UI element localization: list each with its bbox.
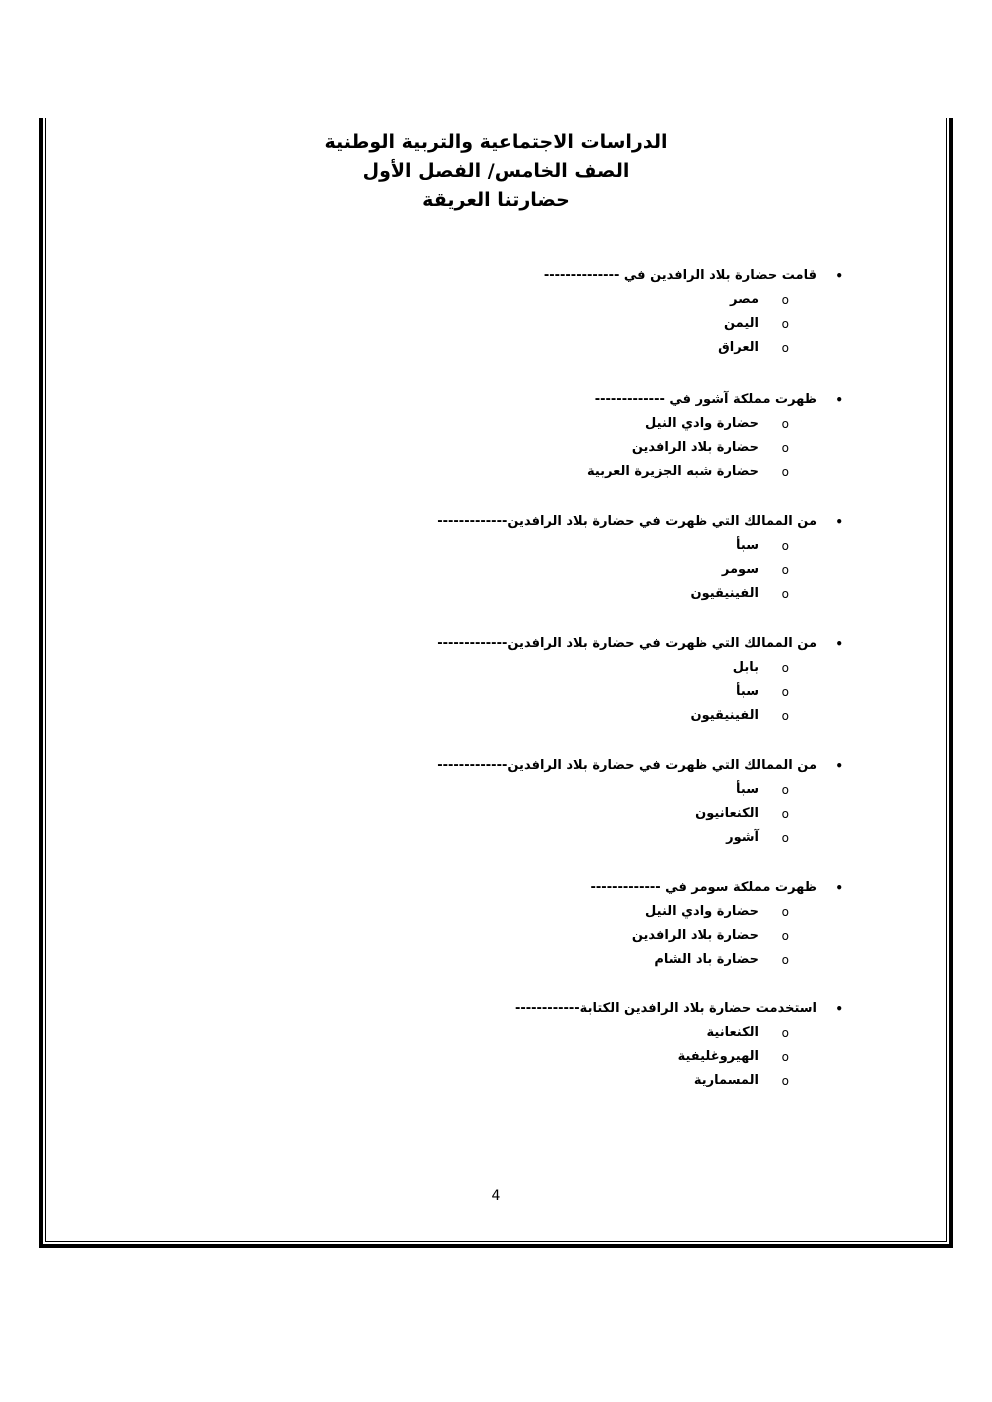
option-label: سبأ: [736, 782, 759, 797]
question-3: [437, 513, 843, 616]
bullet-icon: •: [835, 637, 843, 651]
options-list: [515, 1023, 789, 1090]
option-item[interactable]: [437, 584, 789, 603]
option-item[interactable]: [587, 414, 789, 433]
question-text: ظهرت مملكة سومر في -------------: [590, 880, 817, 895]
option-label: حضارة وادي النيل: [645, 416, 759, 431]
circle-bullet-icon: o: [781, 783, 789, 797]
options-list: [544, 290, 789, 357]
option-item[interactable]: [437, 780, 789, 799]
circle-bullet-icon: o: [781, 709, 789, 723]
question-text: من الممالك التي ظهرت في حضارة بلاد الرافدين-------------: [437, 514, 817, 529]
option-item[interactable]: [544, 314, 789, 333]
circle-bullet-icon: o: [781, 831, 789, 845]
option-label: حضارة بلاد الرافدين: [631, 440, 759, 455]
circle-bullet-icon: o: [781, 317, 789, 331]
question-text: ظهرت مملكة آشور في -------------: [594, 392, 817, 407]
frame-right-inner: [946, 118, 947, 1242]
option-item[interactable]: [591, 950, 789, 969]
option-item[interactable]: [515, 1047, 789, 1066]
option-label: الفينيقيون: [690, 708, 759, 723]
option-item[interactable]: [437, 658, 789, 677]
frame-left-outer: [39, 118, 43, 1248]
option-label: المسمارية: [693, 1073, 759, 1088]
circle-bullet-icon: o: [781, 953, 789, 967]
options-list: [437, 536, 789, 603]
circle-bullet-icon: o: [781, 587, 789, 601]
question-text: من الممالك التي ظهرت في حضارة بلاد الرافدين-------------: [437, 636, 817, 651]
circle-bullet-icon: o: [781, 661, 789, 675]
option-item[interactable]: [586, 462, 789, 481]
circle-bullet-icon: o: [781, 441, 789, 455]
bullet-icon: •: [835, 759, 843, 773]
bullet-icon: •: [835, 393, 843, 407]
option-label: حضارة وادي النيل: [645, 904, 759, 919]
option-item[interactable]: [591, 926, 789, 945]
option-label: سبأ: [736, 684, 759, 699]
option-label: مصر: [730, 292, 759, 307]
unit-title: حضارتنا العريقة: [422, 189, 570, 211]
option-item[interactable]: [437, 560, 789, 579]
circle-bullet-icon: o: [781, 465, 789, 479]
circle-bullet-icon: o: [781, 905, 789, 919]
bullet-icon: •: [835, 881, 843, 895]
options-list: [437, 658, 789, 725]
option-label: الكنعانية: [706, 1025, 759, 1040]
option-label: اليمن: [723, 316, 759, 331]
circle-bullet-icon: o: [781, 1074, 789, 1088]
option-item[interactable]: [591, 902, 789, 921]
option-label: حضارة بلاد الرافدين: [631, 928, 759, 943]
question-4: [437, 635, 843, 738]
option-label: حضارة باد الشام: [654, 952, 759, 967]
grade-semester: الصف الخامس/ الفصل الأول: [362, 160, 630, 182]
question-text: قامت حضارة بلاد الرافدين في --------------: [543, 268, 817, 283]
option-item[interactable]: [544, 338, 789, 357]
frame-right-outer: [949, 118, 953, 1248]
option-item[interactable]: [587, 438, 789, 457]
circle-bullet-icon: o: [781, 293, 789, 307]
option-label: حضارة شبه الجزيرة العربية: [586, 464, 759, 479]
question-text: استخدمت حضارة بلاد الرافدين الكتابة------------: [514, 1001, 817, 1016]
bullet-icon: •: [835, 269, 843, 283]
circle-bullet-icon: o: [781, 563, 789, 577]
question-7: [514, 1000, 843, 1103]
circle-bullet-icon: o: [781, 807, 789, 821]
options-list: [437, 780, 789, 847]
option-label: العراق: [718, 340, 759, 355]
subject-title: الدراسات الاجتماعية والتربية الوطنية: [324, 131, 668, 153]
option-label: الكنعانيون: [695, 806, 759, 821]
option-item[interactable]: [544, 290, 789, 309]
circle-bullet-icon: o: [781, 1050, 789, 1064]
page-number: 4: [491, 1188, 501, 1204]
option-item[interactable]: [515, 1023, 789, 1042]
bullet-icon: •: [835, 1002, 843, 1016]
question-1: [543, 267, 843, 370]
options-list: [586, 414, 789, 481]
option-label: سبأ: [736, 538, 759, 553]
bullet-icon: •: [835, 515, 843, 529]
circle-bullet-icon: o: [781, 685, 789, 699]
frame-bottom-inner: [45, 1241, 947, 1242]
circle-bullet-icon: o: [781, 929, 789, 943]
circle-bullet-icon: o: [781, 417, 789, 431]
option-item[interactable]: [437, 682, 789, 701]
option-label: آشور: [726, 830, 759, 845]
option-item[interactable]: [437, 706, 789, 725]
question-text: من الممالك التي ظهرت في حضارة بلاد الرافدين-------------: [437, 758, 817, 773]
frame-left-inner: [45, 118, 46, 1242]
question-2: [586, 391, 843, 494]
circle-bullet-icon: o: [781, 539, 789, 553]
option-item[interactable]: [515, 1071, 789, 1090]
option-item[interactable]: [437, 828, 789, 847]
question-5: [437, 757, 843, 860]
page-header: [0, 128, 992, 215]
circle-bullet-icon: o: [781, 1026, 789, 1040]
question-6: [590, 879, 843, 982]
option-label: الهيروغليفية: [677, 1049, 759, 1064]
option-label: الفينيقيون: [690, 586, 759, 601]
option-label: بابل: [732, 660, 759, 675]
options-list: [591, 902, 789, 969]
option-item[interactable]: [437, 804, 789, 823]
circle-bullet-icon: o: [781, 341, 789, 355]
frame-bottom-outer: [39, 1244, 953, 1248]
option-item[interactable]: [437, 536, 789, 555]
option-label: سومر: [721, 562, 759, 577]
